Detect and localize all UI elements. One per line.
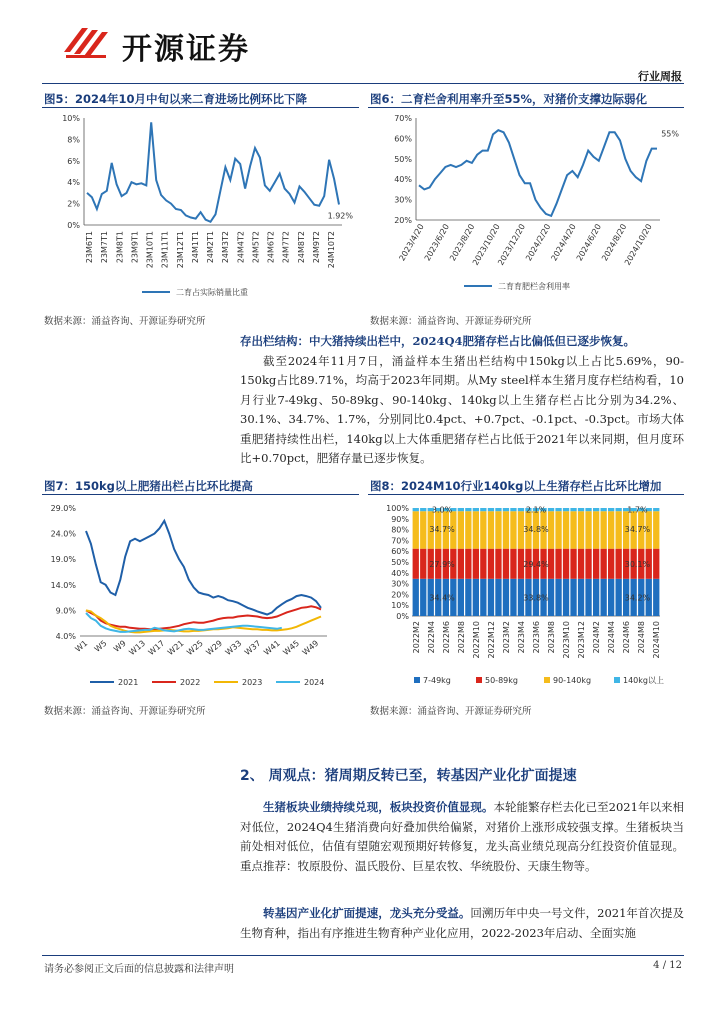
logo-mark-icon [58, 22, 122, 62]
y-tick-label: 70% [394, 114, 412, 123]
section2-p1-lead: 生猪板块业绩持续兑现，板块投资价值显现。 [263, 800, 494, 814]
x-tick-label: 23M11T1 [160, 231, 170, 269]
series-line [419, 130, 657, 216]
bar-segment-50-89kg [458, 549, 464, 579]
x-tick-label: 2023M2 [501, 621, 511, 654]
bar-segment-140kg以上 [458, 508, 464, 511]
x-tick-label: 2022M2 [411, 621, 421, 654]
bar-segment-50-89kg [465, 549, 471, 579]
x-tick-label: 2024/2/20 [524, 222, 553, 263]
x-tick-label: 23M8T1 [115, 231, 125, 264]
bar-segment-50-89kg [495, 549, 501, 579]
x-tick-label: 2023/12/20 [496, 222, 528, 267]
bar-segment-140kg以上 [555, 508, 561, 511]
bar-segment-140kg以上 [548, 508, 554, 511]
fig5-title: 图5：2024年10月中旬以来二育进场比例环比下降 [44, 92, 308, 106]
data-label-third: 34.7% [429, 525, 455, 535]
x-tick-label: 2023/6/20 [422, 222, 452, 263]
y-tick-label: 6% [67, 156, 80, 166]
logo [58, 22, 122, 62]
bar-segment-50-89kg [608, 549, 614, 579]
bar-segment-7-49kg [503, 579, 509, 616]
data-label-first: 34.4% [429, 593, 455, 603]
x-tick-label: 23M9T1 [130, 231, 140, 264]
fig7-title: 图7：150kg以上肥猪出栏占比环比提高 [44, 479, 253, 493]
fig7-source: 数据来源：涌益咨询、开源证券研究所 [44, 706, 206, 717]
x-tick-label: 2024/8/20 [600, 222, 629, 263]
data-label-third: 34.7% [624, 525, 651, 535]
x-tick-label: 2024/6/20 [574, 222, 604, 263]
last-value-label: 1.92% [327, 211, 353, 221]
footer-disclaimer: 请务必参阅正文后面的信息披露和法律声明 [44, 964, 234, 975]
y-tick-label: 80% [391, 525, 409, 535]
x-tick-label: 24M9T2 [311, 231, 321, 264]
legend-label-2023: 2023 [242, 678, 263, 687]
bar-segment-50-89kg [570, 549, 576, 579]
bar-segment-7-49kg [488, 579, 494, 616]
bar-segment-140kg以上 [518, 508, 524, 511]
bar-segment-50-89kg [593, 549, 599, 579]
data-label-second: 30.1% [624, 560, 651, 570]
bar-segment-140kg以上 [488, 508, 494, 511]
bar-segment-50-89kg [510, 549, 516, 579]
y-tick-label: 20% [391, 590, 409, 600]
bar-segment-50-89kg [548, 549, 554, 579]
section-label: 行业周报 [638, 70, 682, 83]
fig8-source: 数据来源：涌益咨询、开源证券研究所 [370, 706, 532, 717]
bar-segment-140kg以上 [653, 508, 659, 511]
bar-segment-50-89kg [488, 549, 494, 579]
x-tick-label: W21 [165, 638, 186, 658]
bar-segment-7-49kg [465, 579, 471, 616]
x-tick-label: 2024M8 [637, 621, 647, 654]
bar-segment-90-140kg [608, 511, 614, 549]
y-tick-label: 40% [394, 175, 412, 185]
bar-segment-140kg以上 [616, 508, 622, 511]
y-tick-label: 8% [67, 135, 80, 145]
bar-segment-140kg以上 [480, 508, 486, 511]
section2-p2-lead: 转基因产业化扩面提速，龙头充分受益。 [263, 906, 471, 920]
bar-segment-50-89kg [413, 549, 419, 579]
inventory-structure-body: 截至2024年11月7日，涌益样本生猪出栏结构中150kg以上占比5.69%，90-150kg占比89.71%，均高于2023年同期。从My steel样本生猪月度存栏结构看，10月行业7-49kg、50-89kg、90-140kg、140kg以上生猪存栏占比分别为34.2%、30.1%、34.7%、1.7%，分别同比0.4pct、+0.7pct、-0.1pct、-0.3pct。市场大体重肥猪持续性出栏，140kg以上大体重肥猪存栏占比低于2021年以来同期，但月度环比+0.70pct，肥猪存量已逐步恢复。 [240, 353, 684, 465]
bar-segment-140kg以上 [510, 508, 516, 511]
x-tick-label: W9 [112, 638, 128, 654]
fig5-source: 数据来源：涌益咨询、开源证券研究所 [44, 316, 206, 327]
x-tick-label: W25 [185, 638, 205, 658]
x-tick-label: 24M2T1 [206, 231, 215, 264]
series-line-2021 [86, 521, 321, 615]
y-tick-label: 50% [391, 558, 409, 567]
x-tick-label: 2024/4/20 [549, 222, 578, 263]
bar-segment-50-89kg [503, 549, 509, 579]
bar-segment-7-49kg [570, 579, 576, 616]
bar-segment-140kg以上 [563, 508, 569, 511]
bar-segment-90-140kg [488, 511, 494, 549]
bar-segment-7-49kg [413, 579, 419, 616]
x-tick-label: 23M7T1 [100, 231, 110, 264]
legend-label-2021: 2021 [118, 678, 139, 687]
x-tick-label: 2022M10 [471, 621, 481, 659]
x-tick-label: 2024M2 [592, 621, 602, 654]
x-tick-label: 2023M10 [562, 621, 572, 659]
bar-segment-7-49kg [420, 579, 426, 616]
bar-segment-90-140kg [495, 511, 501, 549]
fig8-title-rule [368, 494, 684, 495]
section2-p1-body: 本轮能繁存栏去化已至2021年以来相对低位，2024Q4生猪消费向好叠加供给偏紧，对猪价上涨形成较强支撑。生猪板块当前处相对低位，估值有望随宏观预期好转修复，龙头高业绩兑现高分红投资价值显现。重点推荐：牧原股份、温氏股份、巨星农牧、华统股份、天康生物等。 [240, 800, 685, 873]
bar-segment-90-140kg [578, 511, 584, 549]
x-tick-label: 2024M4 [607, 621, 617, 654]
x-tick-label: 24M10T2 [327, 231, 336, 269]
y-tick-label: 4% [67, 178, 80, 188]
bar-segment-140kg以上 [473, 508, 479, 511]
x-tick-label: 2023M12 [577, 621, 587, 659]
x-tick-label: 23M6T1 [85, 231, 94, 264]
y-tick-label: 10% [391, 601, 409, 611]
bar-segment-7-49kg [548, 579, 554, 616]
y-tick-label: 60% [391, 547, 409, 557]
legend-swatch-7-49kg [414, 677, 420, 683]
bar-segment-90-140kg [413, 511, 419, 549]
bar-segment-7-49kg [653, 579, 659, 616]
bar-segment-90-140kg [473, 511, 479, 549]
bar-segment-90-140kg [555, 511, 561, 549]
bar-segment-7-49kg [458, 579, 464, 616]
bar-segment-90-140kg [420, 511, 426, 549]
data-label-top: 1.7% [627, 505, 648, 515]
y-tick-label: 0% [67, 221, 80, 230]
x-tick-label: 24M6T2 [266, 231, 276, 264]
series-line [87, 122, 339, 222]
x-tick-label: 2022M6 [441, 621, 451, 654]
x-tick-label: W33 [223, 638, 244, 658]
fig8-title: 图8：2024M10行业140kg以上生猪存栏占比环比增加 [370, 479, 662, 493]
bar-segment-50-89kg [563, 549, 569, 579]
x-tick-label: 24M4T2 [236, 231, 246, 264]
bar-segment-90-140kg [653, 511, 659, 549]
y-tick-label: 50% [394, 154, 412, 164]
x-tick-label: W5 [92, 638, 109, 654]
legend-label-2024: 2024 [304, 678, 325, 687]
x-tick-label: 2022M12 [486, 621, 496, 659]
data-label-third: 34.8% [523, 525, 549, 535]
bar-segment-90-140kg [510, 511, 516, 549]
fig8-chart [368, 496, 684, 696]
data-label-top: 3.0% [431, 505, 453, 515]
bar-segment-140kg以上 [570, 508, 576, 511]
bar-segment-90-140kg [601, 511, 607, 549]
y-tick-label: 20% [394, 216, 412, 225]
section2-p2-body: 回溯历年中央一号文件，2021年首次提及生物育种，指出有序推进生物育种产业化应用，2022-2023年启动、全面实施 [240, 906, 685, 940]
legend-label-140kg以上: 140kg以上 [623, 676, 664, 685]
bar-segment-140kg以上 [608, 508, 614, 511]
y-tick-label: 14.0% [50, 580, 76, 590]
x-tick-label: W1 [73, 638, 90, 654]
fig5-chart [42, 108, 360, 308]
bar-segment-50-89kg [480, 549, 486, 579]
x-tick-label: 24M3T2 [221, 231, 231, 264]
bar-segment-140kg以上 [413, 508, 419, 511]
y-tick-label: 2% [67, 199, 80, 209]
x-tick-label: 23M12T1 [175, 231, 185, 269]
legend-label-7-49kg: 7-49kg [423, 676, 451, 685]
bar-segment-50-89kg [555, 549, 561, 579]
y-tick-label: 100% [386, 504, 409, 513]
x-tick-label: 2023M6 [532, 621, 541, 654]
y-tick-label: 90% [391, 514, 409, 524]
bar-segment-90-140kg [593, 511, 599, 549]
bar-segment-140kg以上 [465, 508, 471, 511]
bar-segment-50-89kg [578, 549, 584, 579]
x-tick-label: W49 [300, 638, 321, 658]
bar-segment-140kg以上 [601, 508, 607, 511]
footer-rule [42, 955, 684, 956]
x-tick-label: 24M8T2 [296, 231, 306, 264]
x-tick-label: W17 [146, 638, 167, 658]
y-tick-label: 70% [391, 536, 409, 546]
section2-heading: 2、 周观点：猪周期反转已至，转基因产业化扩面提速 [240, 768, 577, 784]
header-rule [42, 83, 684, 84]
section2-paragraph-1 [240, 798, 684, 876]
bar-segment-140kg以上 [593, 508, 599, 511]
x-tick-label: 2023/8/20 [448, 222, 477, 263]
y-tick-label: 29.0% [50, 504, 76, 513]
x-tick-label: 2023M4 [516, 621, 526, 654]
section2-paragraph-2 [240, 904, 684, 943]
x-tick-label: 2024M10 [652, 621, 662, 659]
legend-label-2022: 2022 [180, 678, 201, 687]
y-tick-label: 4.0% [55, 632, 76, 641]
data-label-top: 2.1% [525, 505, 547, 515]
bar-segment-7-49kg [608, 579, 614, 616]
legend-label-90-140kg: 90-140kg [553, 676, 592, 685]
bar-segment-50-89kg [616, 549, 622, 579]
bar-segment-140kg以上 [578, 508, 584, 511]
bar-segment-90-140kg [503, 511, 509, 549]
data-label-first: 34.2% [624, 593, 651, 603]
bar-segment-7-49kg [593, 579, 599, 616]
x-tick-label: 23M10T1 [145, 231, 155, 269]
legend-label-50-89kg: 50-89kg [485, 676, 518, 685]
fig6-title: 图6：二育栏舍利用率升至55%，对猪价支撑边际弱化 [370, 92, 648, 106]
x-tick-label: W41 [262, 638, 282, 658]
bar-segment-90-140kg [616, 511, 622, 549]
x-tick-label: 2022M4 [426, 621, 436, 654]
bar-segment-140kg以上 [585, 508, 591, 511]
data-label-first: 33.8% [523, 593, 549, 603]
bar-segment-7-49kg [601, 579, 607, 616]
x-tick-label: 24M5T2 [251, 231, 261, 264]
last-value-label: 55% [661, 129, 679, 139]
data-label-second: 27.9% [429, 560, 455, 570]
data-label-second: 29.4% [523, 560, 549, 570]
x-tick-label: 24M1T1 [190, 231, 200, 264]
bar-segment-7-49kg [563, 579, 569, 616]
bar-segment-140kg以上 [503, 508, 509, 511]
bar-segment-140kg以上 [420, 508, 426, 511]
y-tick-label: 30% [391, 579, 409, 589]
x-tick-label: 2023/4/20 [397, 222, 426, 263]
bar-segment-90-140kg [585, 511, 591, 549]
y-tick-label: 19.0% [50, 555, 76, 565]
bar-segment-50-89kg [420, 549, 426, 579]
fig7-chart [42, 496, 360, 696]
bar-segment-7-49kg [510, 579, 516, 616]
fig6-chart [368, 108, 684, 308]
legend-swatch-90-140kg [544, 677, 550, 683]
y-tick-label: 0% [396, 612, 409, 621]
bar-segment-90-140kg [548, 511, 554, 549]
y-tick-label: 9.0% [55, 606, 76, 616]
y-tick-label: 40% [391, 568, 409, 578]
fig7-title-rule [42, 494, 359, 495]
x-tick-label: W45 [281, 638, 302, 658]
y-tick-label: 60% [394, 134, 412, 144]
bar-segment-50-89kg [601, 549, 607, 579]
x-tick-label: W13 [127, 638, 148, 658]
bar-segment-90-140kg [563, 511, 569, 549]
bar-segment-50-89kg [473, 549, 479, 579]
bar-segment-90-140kg [570, 511, 576, 549]
bar-segment-7-49kg [578, 579, 584, 616]
legend-label: 二育占实际销量比重 [176, 288, 248, 297]
x-tick-label: 2024/10/20 [622, 222, 654, 267]
fig6-source: 数据来源：涌益咨询、开源证券研究所 [370, 316, 532, 327]
x-tick-label: 2023/10/20 [470, 222, 502, 267]
bar-segment-7-49kg [585, 579, 591, 616]
bar-segment-140kg以上 [495, 508, 501, 511]
bar-segment-7-49kg [616, 579, 622, 616]
inventory-structure-paragraph [240, 332, 684, 469]
bar-segment-7-49kg [555, 579, 561, 616]
x-tick-label: 2022M8 [456, 621, 466, 654]
x-tick-label: W29 [204, 638, 225, 658]
y-tick-label: 30% [394, 195, 412, 205]
bar-segment-7-49kg [480, 579, 486, 616]
bar-segment-7-49kg [495, 579, 501, 616]
inventory-structure-lead: 存出栏结构：中大猪持续出栏中，2024Q4肥猪存栏占比偏低但已逐步恢复。 [240, 334, 636, 348]
legend-label: 二育育肥栏舍利用率 [498, 282, 570, 291]
bar-segment-90-140kg [480, 511, 486, 549]
y-tick-label: 10% [62, 114, 80, 123]
x-tick-label: 24M7T2 [281, 231, 291, 264]
bar-segment-50-89kg [653, 549, 659, 579]
legend-swatch-140kg以上 [614, 677, 620, 683]
bar-segment-50-89kg [585, 549, 591, 579]
y-tick-label: 24.0% [50, 529, 76, 539]
legend-swatch-50-89kg [476, 677, 482, 683]
bar-segment-90-140kg [465, 511, 471, 549]
page-number: 4 / 12 [653, 960, 682, 971]
brand-name: 开源证券 [122, 32, 250, 67]
x-tick-label: 2024M6 [622, 621, 632, 654]
series-line-2022 [86, 606, 321, 629]
bar-segment-7-49kg [473, 579, 479, 616]
x-tick-label: 2023M8 [547, 621, 557, 654]
x-tick-label: W37 [242, 638, 263, 658]
bar-segment-90-140kg [458, 511, 464, 549]
